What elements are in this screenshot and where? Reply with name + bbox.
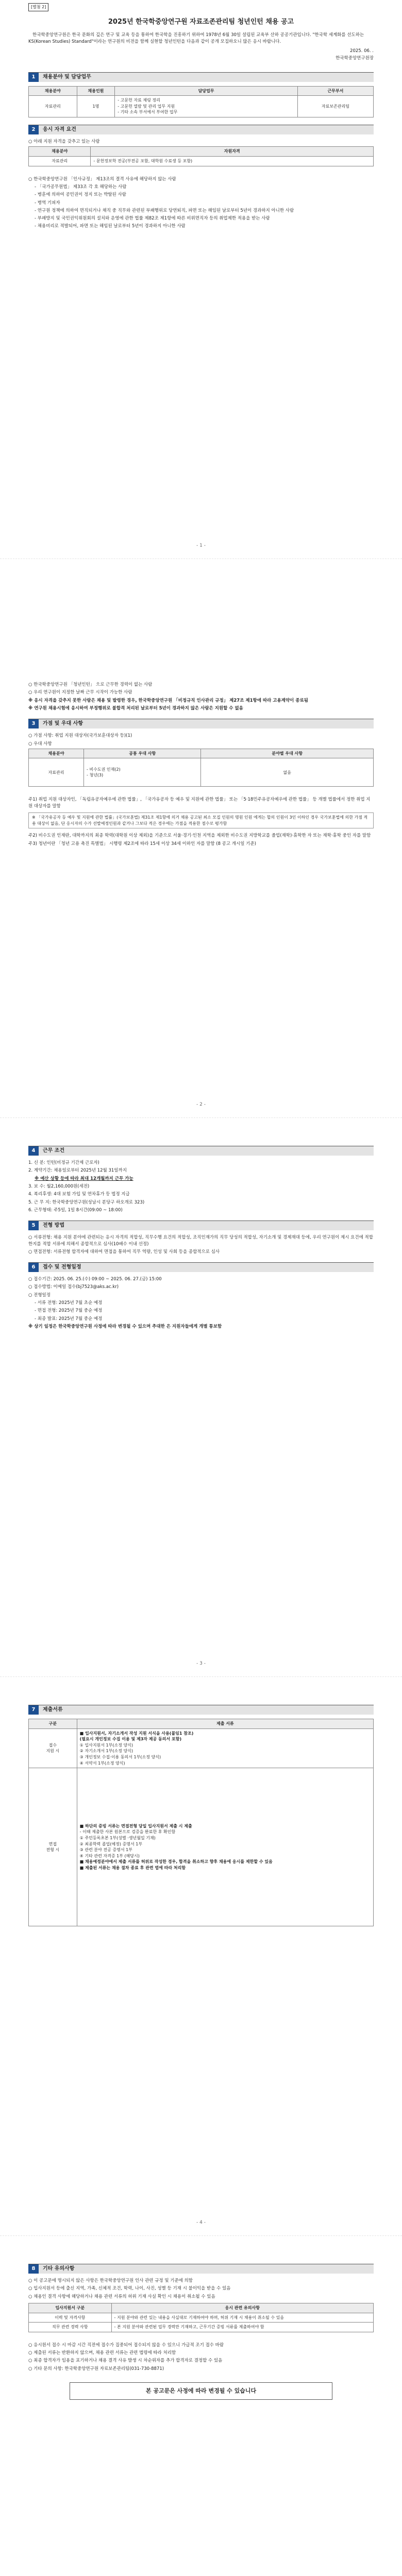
page-5 — [0, 2236, 402, 2576]
section-title: 전형 방법 — [43, 1223, 65, 1229]
footnote: 주1) 취업 지원 대상자인, 「독립유공자예우에 관한 법률」, 「국가유공자 등 예우 및 지원에 관한 법률」 또는 「5·18민주유공자예우에 관한 법률」 등 개별 법률에서 정한 취업 지원 대상자를 말함 — [28, 797, 371, 809]
table-cell: 자료관리 — [29, 758, 84, 787]
page-2 — [0, 559, 402, 1118]
table-header: 자원자격 — [91, 147, 374, 157]
schedule-note: ※ 상기 일정은 한국학중앙연구원 사정에 따라 변경될 수 있으며 추대한 은 지원자들에게 개별 통보함 — [28, 1324, 222, 1329]
preference-table — [28, 749, 374, 787]
table-header: 공통 우대 사항 — [84, 749, 201, 758]
section-number: 2 — [28, 125, 39, 134]
schedule-subitem: - 면접 전형: 2025년 7월 중순 예정 — [35, 1308, 103, 1314]
documents-cell — [77, 1768, 373, 1926]
work-condition-item: 4. 복리후생: 4대 보험 가입 및 연차휴가 등 법정 지급 — [28, 1192, 130, 1197]
table-cell: 직무 관련 경력 사항 — [29, 2323, 112, 2332]
table-cell: - 문헌정보학 전공(부전공 포함, 대학원 수료생 등 포함) — [91, 156, 374, 166]
document-line: ■ 하단의 증빙 서류는 면접전형 당일 입사지원서 제출 시 제출 — [79, 1823, 192, 1828]
section-number: 6 — [28, 1263, 39, 1272]
table-header: 채용인원 — [77, 86, 115, 96]
eligibility-note: ※ 응시 자격을 갖추지 못한 사람은 채용 및 발령한 경우, 한국학중앙연구원 「비정규직 인사관리 규정」 제27조 제1항에 따라 고용계약이 종료됨 — [28, 698, 308, 703]
duty-cell — [115, 96, 298, 117]
preference-line: - 청년(3) — [87, 773, 104, 778]
document-line: ■ 입사지원서, 자기소개서 작성 지원 서식을 사용(붙임1 참조) — [79, 1731, 194, 1736]
document-line: - 이때 제출한 사본 원본으로 검증을 완료한 후 확인함 — [79, 1829, 176, 1835]
table-header: 분야별 우대 사항 — [201, 749, 374, 758]
section-number: 1 — [28, 73, 39, 82]
notice-item: ○ 제출된 서류는 반환하지 않으며, 채용 관련 서류는 관련 법령에 따라 처리함 — [28, 2350, 176, 2356]
eligibility-subitem: - 병역 기피자 — [35, 200, 60, 206]
section-2-header — [28, 125, 374, 134]
eligibility-note: ※ 연구원 채용시험에 응시하여 부정행위로 불합격 처리된 날로부터 5년이 경과하지 않은 사람은 지원할 수 없음 — [28, 705, 243, 711]
section-number: 4 — [28, 1146, 39, 1156]
table-cell: 자료관리 — [29, 96, 77, 117]
table-cell: 1명 — [77, 96, 115, 117]
section-title: 가점 및 우대 사항 — [43, 721, 83, 727]
table-cell: 이력 및 자격사항 — [29, 2313, 112, 2323]
notice-item: ○ 채용인 결격 사항에 해당하거나 채용 관련 서류의 허위 기재 사실 확인 시 채용이 취소될 수 있음 — [28, 2294, 215, 2299]
documents-table — [28, 1719, 374, 1926]
preference-lead: ○ 우대 사항 — [28, 741, 52, 747]
table-header: 제출 서류 — [77, 1719, 373, 1729]
section-5-header — [28, 1221, 374, 1230]
schedule-item: ○ 전형일정 — [28, 1292, 51, 1298]
section-number: 7 — [28, 1705, 39, 1715]
eligibility-table — [28, 146, 374, 166]
selection-item: ○ 면접전형: 서류전형 합격자에 대하여 면접을 통하여 직무 역량, 인성 및 사회 등을 종합적으로 심사 — [28, 1249, 220, 1255]
duty-line: - 고문헌 열람 및 관리 업무 지원 — [118, 104, 175, 109]
section-title: 제출서류 — [43, 1707, 63, 1713]
notice-item: ○ 이 공고문에 명시되지 않은 사항은 한국학중앙연구원 인사 관련 규정 및 기준에 의함 — [28, 2278, 193, 2283]
page-1 — [0, 0, 402, 559]
table-header: 담당업무 — [115, 86, 298, 96]
table-header: 구분 — [29, 1719, 77, 1729]
section-title: 근무 조건 — [43, 1148, 65, 1154]
document-line: ■ 채용예정분야에서 제출 서류를 허위로 작성한 경우, 합격을 취소하고 향후 채용에 응시를 제한할 수 있음 — [79, 1859, 273, 1865]
notice-item: ○ 최종 합격자가 임용을 포기하거나 채용 결격 사유 발생 시 차순위자를 추가 합격자로 결정할 수 있음 — [28, 2358, 223, 2364]
notice-item: ○ 입사지원서 등에 출신 지역, 가족, 신체적 조건, 학력, 나이, 사진, 성별 등 기재 시 불이익을 받을 수 있음 — [28, 2286, 231, 2292]
recruitment-field-table — [28, 86, 374, 117]
document-line: ④ 기타 관련 자격증 1부 (해당시) — [79, 1853, 140, 1858]
common-preference-cell — [84, 758, 201, 787]
eligibility-subitem: - 연구원 정책에 의하여 면직되거나 채직 중 직무와 관련된 부패행위로 당연퇴직, 파면 또는 해임된 날로부터 5년이 경과하지 아니한 사람 — [35, 208, 294, 213]
section-7-header — [28, 1705, 374, 1715]
announcement-date: 2025. 06. . — [350, 48, 374, 54]
section-number: 8 — [28, 2264, 39, 2274]
page-number: - 1 - — [196, 543, 206, 548]
schedule-item: ○ 접수기간: 2025. 06. 25.(수) 09:00 ~ 2025. 06. 27.(금) 15:00 — [28, 1277, 162, 1282]
document-line: ② 최종학력 졸업(예정) 증명서 1부 — [79, 1841, 143, 1846]
document-line: ■ 제출된 서류는 채용 절차 종료 후 관련 법에 따라 처리함 — [79, 1865, 186, 1870]
section-6-header — [28, 1262, 374, 1272]
work-condition-item: 2. 계약기간: 채용일로부터 2025년 12월 31일까지 — [28, 1168, 127, 1174]
table-cell: 자료보존관리팀 — [297, 96, 373, 117]
preference-line: - 비수도권 인재(2) — [87, 767, 121, 772]
section-title: 기타 유의사항 — [43, 2266, 75, 2272]
section-4-header — [28, 1146, 374, 1156]
notice-table — [28, 2303, 374, 2332]
table-cell: - 본 지원 분야와 관련된 업무 경력만 기재하고, 근무기간 증빙 서류를 제출하여야 함 — [111, 2323, 373, 2332]
contact-info: ○ 기타 문의 사항: 한국학중앙연구원 자료보존관리팀(031-730-8871) — [28, 2366, 164, 2371]
schedule-subitem: - 최종 발표: 2025년 7월 중순 예정 — [35, 1316, 103, 1321]
document-line: ④ 서약서 1부(소정 양식) — [79, 1760, 125, 1766]
document-line: ① 입사지원서 1부(소정 양식) — [79, 1742, 133, 1748]
organization-name: 한국학중앙연구원장 — [336, 56, 374, 61]
eligibility-bullet: ○ 한국학중앙연구원 「인사규정」 제13조의 결격 사유에 해당하지 않는 사람 — [28, 176, 176, 182]
page-4 — [0, 1677, 402, 2236]
table-header: 채용분야 — [29, 749, 84, 758]
eligibility-bullet: ○ 우리 연구원이 지정한 날짜 근무 시작이 가능한 사람 — [28, 690, 132, 696]
table-cell: 없음 — [201, 758, 374, 787]
page-number: - 2 - — [196, 1101, 206, 1107]
section-title: 채용분야 및 담당업무 — [43, 74, 91, 80]
documents-cell — [77, 1728, 373, 1768]
eligibility-subitem: - 부패방지 및 국민권익위원회의 설치와 운영에 관한 법률 제82조 제1항에 따른 비위면직자 등의 취업제한 적용을 받는 사람 — [35, 216, 270, 222]
section-number: 5 — [28, 1221, 39, 1230]
table-header: 채용분야 — [29, 86, 77, 96]
work-condition-item: 1. 신 분: 인턴(비정규 기간제 근로자) — [28, 1160, 99, 1165]
section-number: 3 — [28, 719, 39, 728]
schedule-subitem: - 서류 전형: 2025년 7월 초순 예정 — [35, 1300, 103, 1306]
duty-line: - 고문헌 자료 채링 정리 — [118, 98, 160, 103]
document-line: ③ 관련 분야 전공 증명서 1부 — [79, 1848, 132, 1853]
table-header: 근무부서 — [297, 86, 373, 96]
section-title: 응시 자격 요건 — [43, 127, 76, 133]
table-cell: 접수 지원 시 — [29, 1728, 77, 1768]
work-condition-note: ※ 예산 상황 등에 따라 최대 12개월까지 근무 가능 — [35, 1176, 133, 1181]
page-number: - 3 - — [196, 1660, 206, 1666]
section-8-header — [28, 2264, 374, 2274]
duty-line: - 기타 소속 부서에서 부여한 업무 — [118, 110, 178, 115]
section-1-header — [28, 72, 374, 82]
eligibility-bullet: ○ 한국학중앙연구원 「청년인턴」 으로 근무한 경력이 없는 사람 — [28, 682, 153, 687]
section-title: 접수 및 전형일정 — [43, 1264, 81, 1270]
document-title: 2025년 한국학중앙연구원 자료조존관리팀 청년인턴 채용 공고 — [108, 18, 294, 26]
document-line: (필요시 개인정보 수집 이용 및 제3자 제공 동의서 포함) — [79, 1737, 182, 1742]
bonus-lead: ○ 가점 사항: 취업 지원 대상자(국가보훈대상자 등)(1) — [28, 733, 132, 739]
attachment-badge: [별첨 2] — [28, 3, 48, 11]
document-line: ① 주민등록초본 1부(성별 ·생년월일 기재) — [79, 1835, 156, 1840]
final-notice-box: 본 공고문은 사정에 따라 변경될 수 있습니다 — [70, 2382, 332, 2400]
footnote-box: ※ 「국가유공자 등 예우 및 지원에 관한 법률」(국가보훈법) 제31조 제1항에 의거 채용 공고된 최소 모집 인원의 명원 인원 에게는 합의 인원이 3인 이하인 경우 국가보훈법에 의한 가점 적용 대상이 없음, 단 응시자의 수가 선발예정인원과 같거나 그보다 적은 경우에는 가점을 적용한 점수로 평가함 — [28, 812, 374, 828]
footnote: 주2) 비수도권 인재란, 대학까지의 최종 학력(대학원 이상 제외)을 기준으로 서울·경기·인천 지역을 제외한 비수도권 지방학교를 졸업(재학)·휴학한 자 또는 재학·휴학 중인 자를 말함 — [28, 833, 371, 839]
schedule-item: ○ 접수방법: 이메일 접수(bj7523@aks.ac.kr) — [28, 1284, 119, 1290]
eligibility-subitem: - 「국가공무원법」 제33조 각 호 해당하는 사람 — [35, 184, 127, 190]
eligibility-subitem: - 병훈에 의하여 공민권이 정지 또는 박탈된 사람 — [35, 192, 126, 198]
work-condition-item: 3. 보 수: 월2,160,000원(세전) — [28, 1183, 90, 1189]
intro-paragraph: 한국학중앙연구원은 한국 문화의 깊은 연구 및 교육 등을 통하여 한국학을 진흥하기 위하여 1978년 6월 30일 설립된 교육부 산하 공공기관입니다. "한국학 세계화를 선도하는 KS(Korean Studies) Standard"이라는 연구원의 비전을 함께 실현할 청년인턴을 다음과 같이 공개 모집하오니 많은 응시 바랍니다. — [28, 32, 364, 44]
work-condition-item: 6. 근무형태: 주5일, 1일 8시간(09:00 ~ 18:00) — [28, 1207, 123, 1213]
eligibility-subitem: - 채용비리로 적발되어, 파면 또는 해임된 날로부터 5년이 경과하지 아니한 사람 — [35, 224, 186, 229]
document-line: ② 자기소개서 1부(소정 양식) — [79, 1749, 133, 1754]
page-3 — [0, 1118, 402, 1677]
section-3-header — [28, 719, 374, 728]
selection-item: ○ 서류전형: 채용 지원 분야에 관련되는 응시 자격의 적합성, 직무수행 요건의 적합성, 조직인재가의 직무 당성의 적합성, 자기소개 및 경제재대 등에, 우리 연구원이 제시 요건에 적합한지를 적합 서류에 의해서 종합적으로 심사(10배수 이내 선정) — [28, 1235, 373, 1247]
work-condition-item: 5. 근 무 지: 한국학중앙연구원(성남시 분당구 하오개로 323) — [28, 1199, 145, 1205]
table-header: 응시 관련 유의사항 — [111, 2303, 373, 2313]
table-header: 채용분야 — [29, 147, 91, 157]
table-cell: 자료관리 — [29, 156, 91, 166]
table-cell: 면접 전형 시 — [29, 1768, 77, 1926]
page-number: - 4 - — [196, 2219, 206, 2225]
footnote: 주3) 청년이란 「청년 고용 촉진 특별법」 시행령 제2조에 따라 15세 이상 34세 이하인 자를 말함 (8 공고 개시일 기준) — [28, 841, 256, 846]
notice-item: ○ 응시원서 접수 시 마감 시간 직전에 접수가 집중되어 접수되지 않을 수 있으니 가급적 조기 접수 바람 — [28, 2342, 224, 2348]
table-header: 입사지원서 구분 — [29, 2303, 112, 2313]
table-cell: - 지원 분야와 관련 있는 내용을 사실대로 기재하여야 하며, 허위 기재 시 채용이 취소될 수 있음 — [111, 2313, 373, 2323]
eligibility-lead: ○ 아래 지원 자격을 갖추고 있는 사람 — [28, 139, 100, 145]
document-line: ③ 개인정보 수집·이용 동의서 1부(소정 양식) — [79, 1754, 161, 1759]
